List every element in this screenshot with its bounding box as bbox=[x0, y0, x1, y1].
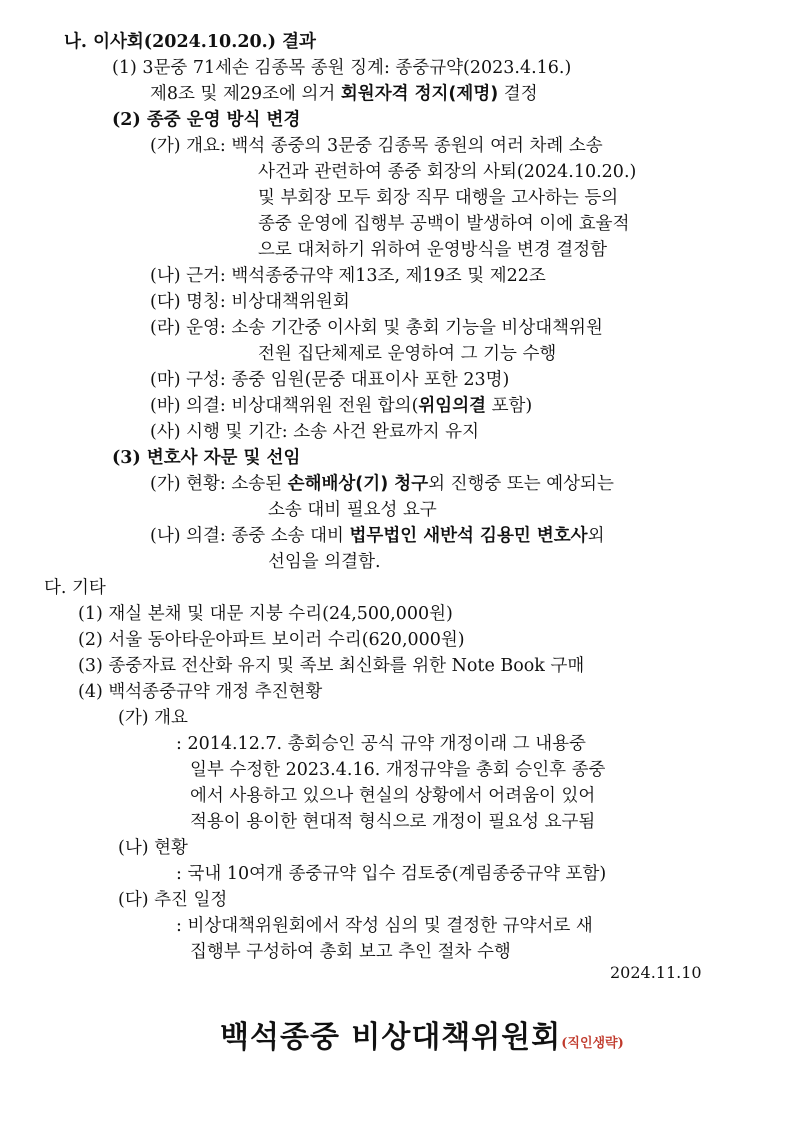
na-item3-ga-line2: 소송 대비 필요성 요구 bbox=[268, 500, 437, 520]
da-item4-na-line: : 국내 10여개 종중규약 입수 검토중(계림종중규약 포함) bbox=[176, 864, 607, 884]
na-item2-ma: (마) 구성: 종중 임원(문중 대표이사 포한 23명) bbox=[150, 370, 510, 390]
na-item2-ra-line1: (라) 운영: 소송 기간중 이사회 및 총회 기능을 비상대책위원 bbox=[150, 318, 603, 338]
highlight-law-firm: 법무법인 새반석 김용민 변호사 bbox=[349, 526, 588, 546]
na-item2-sa: (사) 시행 및 기간: 소송 사건 완료까지 유지 bbox=[150, 422, 479, 442]
na-item1-line1: (1) 3문중 71세손 김종목 종원 징계: 종중규약(2023.4.16.) bbox=[112, 58, 572, 78]
da-item4-da-line2: 집행부 구성하여 총회 보고 추인 절차 수행 bbox=[190, 942, 511, 962]
signature-block bbox=[220, 1012, 624, 1056]
na-item2-ba: (바) 의결: 비상대책위원 전원 합의(위임의결 포함) bbox=[150, 396, 533, 416]
da-item4-na-heading: (나) 현황 bbox=[118, 838, 188, 858]
section-na-title: 나. 이사회(2024.10.20.) 결과 bbox=[64, 32, 316, 52]
na-item2-ra-line2: 전원 집단체제로 운영하여 그 기능 수행 bbox=[258, 344, 557, 364]
section-da-title: 다. 기타 bbox=[44, 578, 106, 598]
na-item2-da: (다) 명칭: 비상대책위원회 bbox=[150, 292, 350, 312]
na-item2-ga-line5: 으로 대처하기 위하여 운영방식을 변경 결정함 bbox=[258, 240, 608, 260]
da-item4-heading: (4) 백석종중규약 개정 추진현황 bbox=[78, 682, 323, 702]
na-item2-ga-line3: 및 부회장 모두 회장 직무 대행을 고사하는 등의 bbox=[258, 188, 619, 208]
da-item4-da-heading: (다) 추진 일정 bbox=[118, 890, 228, 910]
na-item1-line2: 제8조 및 제29조에 의거 회원자격 정지(제명) 결정 bbox=[150, 84, 538, 104]
highlight-damages-claim: 손해배상(기) 청구 bbox=[287, 474, 429, 494]
signature-seal-omitted: (직인생략) bbox=[561, 1036, 624, 1051]
na-item3-ga-line1: (가) 현황: 소송된 손해배상(기) 청구외 진행중 또는 예상되는 bbox=[150, 474, 614, 494]
da-item1: (1) 재실 본채 및 대문 지붕 수리(24,500,000원) bbox=[78, 604, 453, 624]
da-item4-da-line1: : 비상대책위원회에서 작성 심의 및 결정한 규약서로 새 bbox=[176, 916, 593, 936]
highlight-membership-suspension: 회원자격 정지(제명) bbox=[340, 84, 499, 104]
na-item3-na-line1: (나) 의결: 종중 소송 대비 법무법인 새반석 김용민 변호사외 bbox=[150, 526, 605, 546]
na-item3-na-line2: 선임을 의결함. bbox=[268, 552, 381, 572]
da-item4-ga-heading: (가) 개요 bbox=[118, 708, 188, 728]
da-item4-ga-line3: 에서 사용하고 있으나 현실의 상황에서 어려움이 있어 bbox=[190, 786, 596, 806]
da-item4-ga-line4: 적용이 용이한 현대적 형식으로 개정이 필요성 요구됨 bbox=[190, 812, 596, 832]
document-date: 2024.11.10 bbox=[610, 963, 702, 982]
da-item4-ga-line1: : 2014.12.7. 총회승인 공식 규약 개정이래 그 내용중 bbox=[176, 734, 586, 754]
signature-committee-name: 백석종중 비상대책위원회 bbox=[220, 1020, 562, 1055]
da-item4-ga-line2: 일부 수정한 2023.4.16. 개정규약을 총회 승인후 종중 bbox=[190, 760, 606, 780]
na-item3-heading: (3) 변호사 자문 및 선임 bbox=[112, 448, 301, 468]
da-item3: (3) 종중자료 전산화 유지 및 족보 최신화를 위한 Note Book 구매 bbox=[78, 656, 585, 676]
da-item2: (2) 서울 동아타운아파트 보이러 수리(620,000원) bbox=[78, 630, 465, 650]
na-item2-ga-line1: (가) 개요: 백석 종중의 3문중 김종목 종원의 여러 차례 소송 bbox=[150, 136, 603, 156]
na-item2-ga-line2: 사건과 관련하여 종중 회장의 사퇴(2024.10.20.) bbox=[258, 162, 637, 182]
highlight-delegated-vote: 위임의결 bbox=[418, 396, 487, 416]
na-item2-na: (나) 근거: 백석종중규약 제13조, 제19조 및 제22조 bbox=[150, 266, 546, 286]
na-item2-heading: (2) 종중 운영 방식 변경 bbox=[112, 110, 301, 130]
na-item2-ga-line4: 종중 운영에 집행부 공백이 발생하여 이에 효율적 bbox=[258, 214, 630, 234]
